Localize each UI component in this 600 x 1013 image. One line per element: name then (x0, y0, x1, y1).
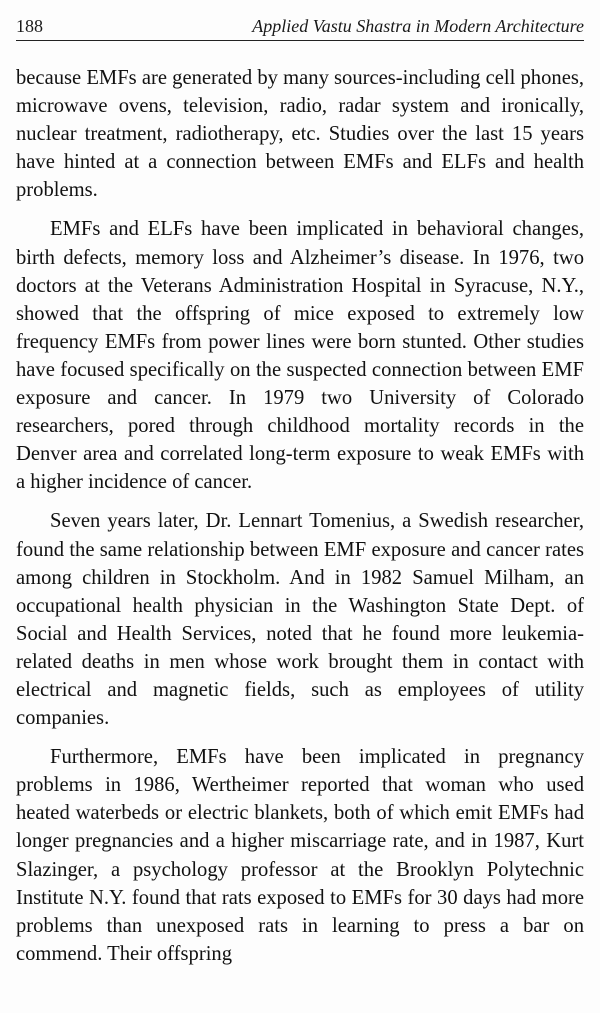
running-title: Applied Vastu Shastra in Modern Architecture (252, 16, 584, 36)
paragraph-2: EMFs and ELFs have been implicated in behavioral changes, birth defects, memory loss and Alzheimer’s disease. In 1976, two doctors at the Veterans Administration Hospital in Syracuse, N.Y., showed that the offspring of mice exposed to extremely low frequency EMFs from power lines were born stunted. Other studies have focused specifically on the suspected connection between EMF exposure and cancer. In 1979 two University of Colorado researchers, pored through childhood mortality records in the Denver area and correlated long-term exposure to weak EMFs with a higher incidence of cancer. (16, 218, 584, 494)
body-text (16, 64, 584, 979)
page-number: 188 (16, 16, 43, 36)
paragraph-1: because EMFs are generated by many sources-including cell phones, microwave ovens, television, radio, radar system and ironically, nuclear treatment, radiotherapy, etc. Studies over the last 15 years have hinted at a connection between EMFs and ELFs and health problems. (16, 67, 584, 202)
paragraph-3: Seven years later, Dr. Lennart Tomenius, a Swedish researcher, found the same relationship between EMF exposure and cancer rates among children in Stockholm. And in 1982 Samuel Milham, an occupational health physician in the Washington State Dept. of Social and Health Services, noted that he found more leukemia-related deaths in men whose work brought them in contact with electrical and magnetic fields, such as employees of utility companies. (16, 510, 584, 730)
paragraph-4: Furthermore, EMFs have been implicated in pregnancy problems in 1986, Wertheimer reported that woman who used heated waterbeds or electric blankets, both of which emit EMFs had longer pregnancies and a higher miscarriage rate, and in 1987, Kurt Slazinger, a psychology professor at the Brooklyn Polytechnic Institute N.Y. found that rats exposed to EMFs for 30 days had more problems than unexposed rats in learning to press a bar on commend. Their offspring (16, 746, 584, 965)
page-header (16, 14, 584, 41)
